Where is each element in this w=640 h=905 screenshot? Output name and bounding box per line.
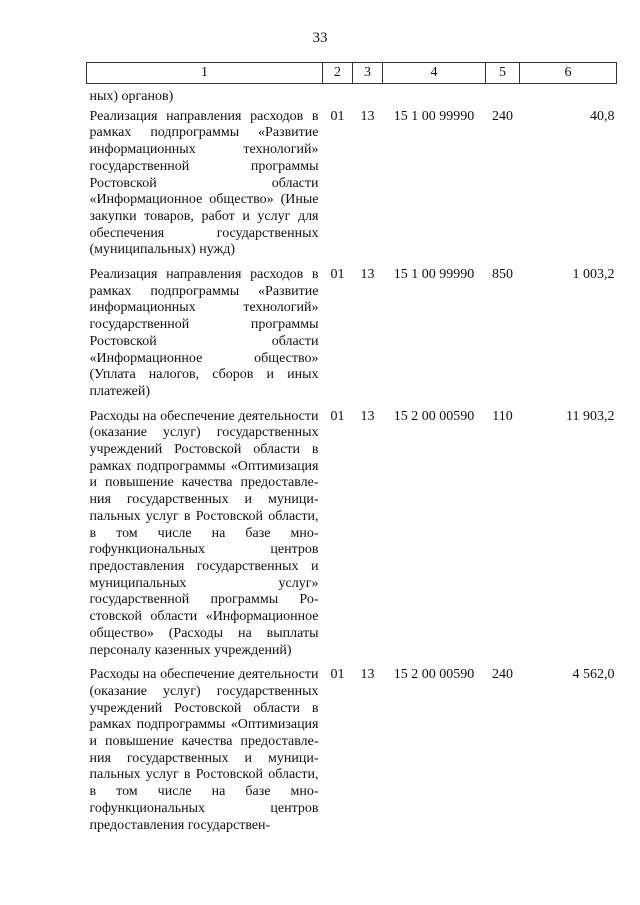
row-target-code: 15 2 00 00590: [393, 408, 475, 424]
table-row: [87, 109, 617, 267]
budget-table: [86, 62, 617, 842]
row-target-code: 15 1 00 99990: [393, 267, 475, 283]
row-subsection: 13: [360, 408, 375, 424]
header-col-1: 1: [87, 63, 323, 84]
row-subsection: 13: [360, 108, 375, 124]
row-subsection: 13: [360, 267, 375, 283]
row-amount: 4 562,0: [572, 667, 615, 683]
table-row: [87, 667, 617, 842]
row-description: Реализация направления расходов в рамках подпрограммы «Развитие информационных технологий» государственной программы Ростовской области «Информационное общество» (Уплата налогов, сборов и иных платежей): [89, 267, 319, 399]
row-subsection: 13: [360, 667, 375, 683]
header-col-2: 2: [323, 63, 353, 84]
row-section: 01: [330, 267, 345, 283]
table-body: [87, 84, 617, 843]
header-col-4: 4: [383, 63, 486, 84]
row-expense-type: 240: [492, 667, 513, 683]
header-col-6: 6: [520, 63, 617, 84]
row-expense-type: 110: [492, 408, 513, 424]
page-number: 33: [312, 30, 328, 46]
row-description: Реализация направления расходов в рамках подпрограммы «Развитие информационных технологий» государственной программы Ростовской области «Информационное общество» (Иные закупки товаров, работ и услуг для обеспечения государственных (муниципальных) нужд): [89, 108, 319, 258]
row-amount: 1 003,2: [572, 267, 615, 283]
table-row-continuation: [87, 84, 617, 109]
row-section: 01: [330, 667, 345, 683]
row-section: 01: [330, 108, 345, 124]
row-expense-type: 240: [492, 108, 513, 124]
table-row: [87, 409, 617, 668]
row-target-code: 15 2 00 00590: [393, 667, 475, 683]
row-amount: 40,8: [590, 108, 615, 124]
row-expense-type: 850: [492, 267, 513, 283]
header-col-3: 3: [353, 63, 383, 84]
row-target-code: 15 1 00 99990: [393, 108, 475, 124]
row-description: Расходы на обеспечение деятельности (оказание услуг) государственных учреждений Ростовской области в рамках подпрограммы «Оптимизация и повышение качества предоставления государственных и муниципальных услуг в Ростовской области, в том числе на базе многофункциональных центров предоставления государственных и муниципальных услуг» государственной программы Ростовской области «Информационное общество» (Расходы на выплаты персоналу казенных учреждений): [89, 408, 319, 658]
row-description: Расходы на обеспечение деятельности (оказание услуг) государственных учреждений Ростовской области в рамках подпрограммы «Оптимизация и повышение качества предоставления государственных и муниципальных услуг в Ростовской области, в том числе на базе многофункциональных центров предоставления государствен-: [89, 667, 319, 833]
continuation-text: ных) органов): [89, 89, 174, 104]
header-col-5: 5: [486, 63, 520, 84]
table-row: [87, 267, 617, 409]
row-amount: 11 903,2: [566, 408, 615, 424]
row-section: 01: [330, 408, 345, 424]
table-header: [87, 63, 617, 84]
